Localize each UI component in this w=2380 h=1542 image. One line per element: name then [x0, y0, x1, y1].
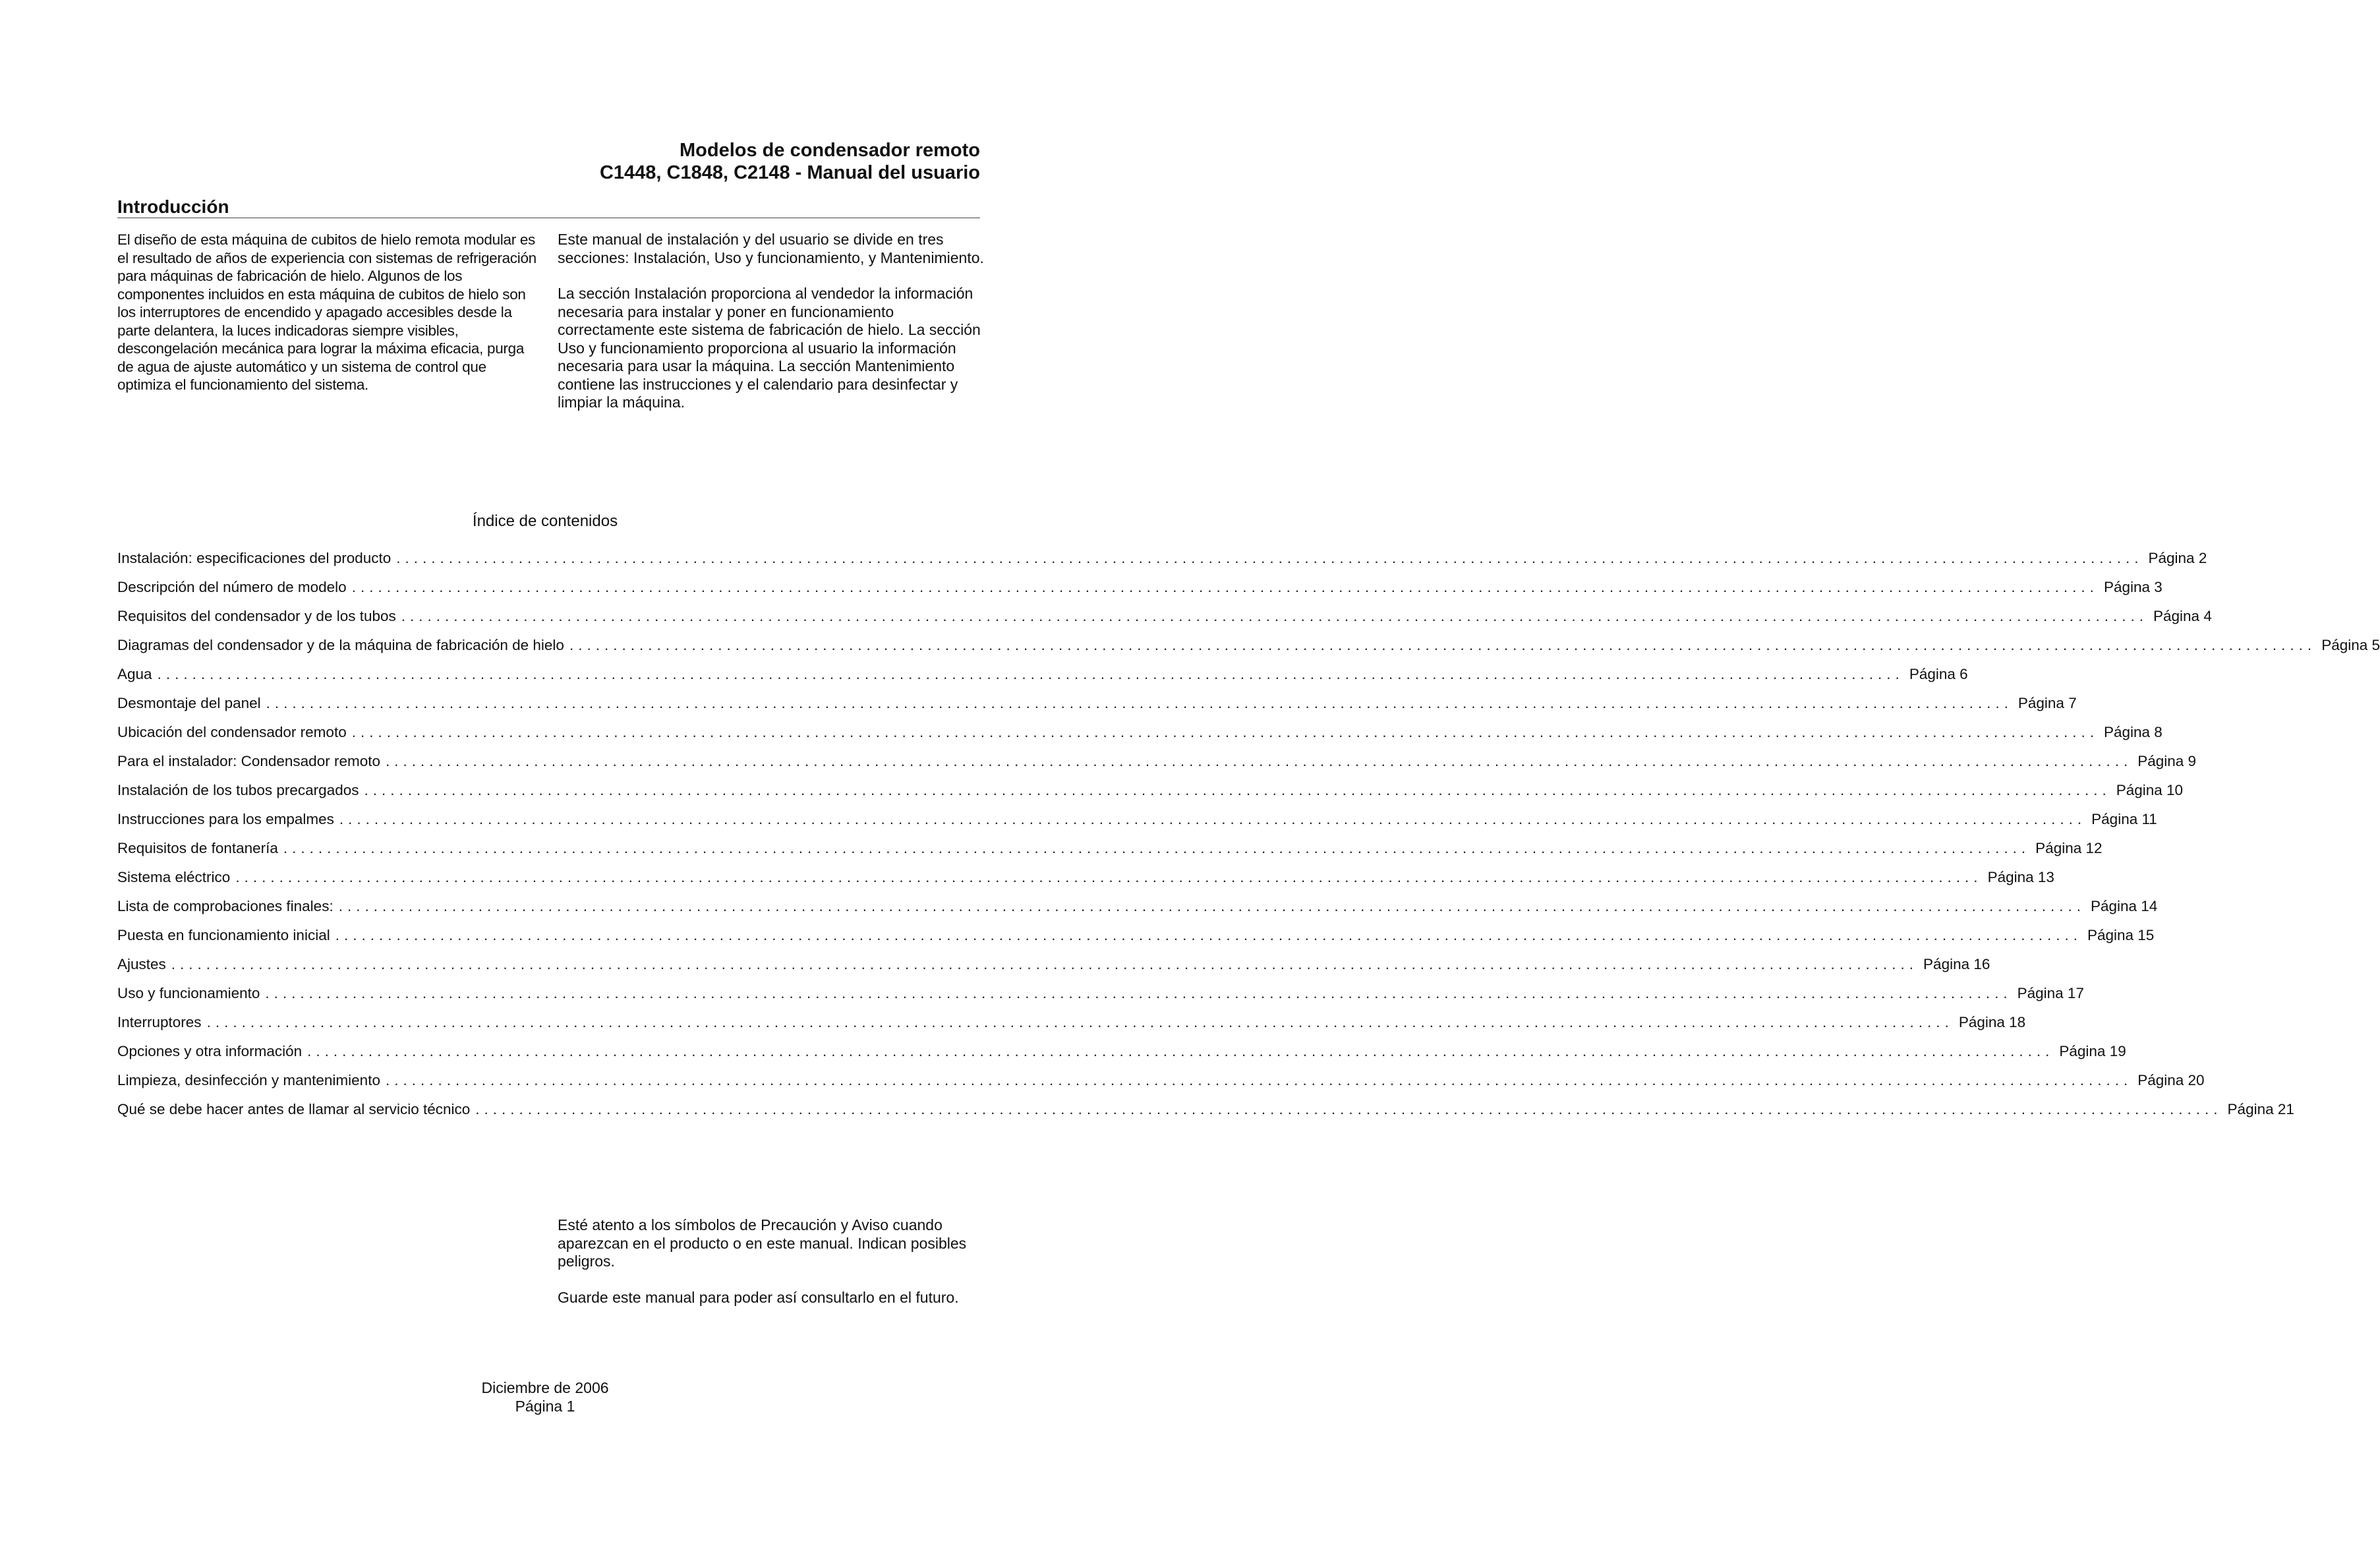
toc-entry-label: Interruptores [117, 1014, 202, 1030]
page-footer [0, 1379, 1090, 1415]
toc-leader-dots: ........................................................................................................................................................................................................ [307, 1043, 2054, 1059]
document-header [600, 139, 980, 184]
toc-entry-label: Instrucciones para los empalmes [117, 811, 334, 827]
toc-entry-page: Página 6 [1909, 666, 1968, 682]
toc-leader-dots: ........................................................................................................................................................................................................ [364, 782, 2111, 798]
toc-entry [117, 927, 2155, 956]
toc-entry-label: Qué se debe hacer antes de llamar al servicio técnico [117, 1101, 471, 1117]
notice-keep-manual-text: Guarde este manual para poder así consultarlo en el futuro. [558, 1288, 959, 1306]
toc-entry [117, 782, 2184, 811]
toc-leader-dots: ........................................................................................................................................................................................................ [339, 811, 2087, 827]
toc-entry-page: Página 11 [2091, 811, 2157, 827]
toc-entry-page: Página 10 [2116, 782, 2184, 798]
header-title-line1: Modelos de condensador remoto [680, 140, 980, 161]
toc-entry-page: Página 19 [2059, 1043, 2126, 1059]
toc-leader-dots: ........................................................................................................................................................................................................ [338, 898, 2085, 914]
intro-left-column: El diseño de esta máquina de cubitos de hielo remota modular es el resultado de años de experiencia con sistemas de refrigeración para máquinas de fabricación de hielo. Algunos de los componentes incluidos en esta máquina de cubitos de hielo son los interruptores de encendido y apagado accesibles desde la parte delantera, la luces indicadoras siempre visibles, descongelación mecánica para lograr la máxima eficacia, purga de agua de ajuste automático y un sistema de control que optimiza el funcionamiento del sistema. [117, 231, 537, 393]
toc-entry [117, 956, 1990, 985]
toc-entry-label: Lista de comprobaciones finales: [117, 898, 334, 914]
toc-entry-page: Página 15 [2087, 927, 2155, 943]
toc-entry-page: Página 18 [1958, 1014, 2026, 1030]
intro-heading: Introducción [117, 196, 229, 217]
toc-leader-dots: ........................................................................................................................................................................................................ [351, 724, 2099, 740]
toc-leader-dots: ........................................................................................................................................................................................................ [206, 1014, 1954, 1030]
intro-paragraph-details: La sección Instalación proporciona al vendedor la información necesaria para instalar y poner en funcionamiento correctamente este sistema de fabricación de hielo. La sección Uso y funcionamiento proporciona al usuario la información necesaria para usar la máquina. La sección Mantenimiento contiene las instrucciones y el calendario para desinfectar y limpiar la máquina. [558, 285, 981, 411]
toc-leader-dots: ........................................................................................................................................................................................................ [401, 608, 2149, 624]
toc-leader-dots: ........................................................................................................................................................................................................ [385, 1072, 2133, 1088]
toc-leader-dots: ........................................................................................................................................................................................................ [569, 637, 2317, 653]
toc-entry-page: Página 5 [2321, 637, 2380, 653]
toc-entry-label: Instalación: especificaciones del producto [117, 550, 392, 566]
toc-entry-label: Ajustes [117, 956, 166, 972]
intro-paragraph-sections: Este manual de instalación y del usuario se divide en tres secciones: Instalación, Uso y funcionamiento, y Mantenimiento. [558, 231, 984, 266]
footer-date: Diciembre de 2006 [481, 1379, 609, 1396]
toc-entry [117, 898, 2158, 927]
toc-entry-label: Requisitos del condensador y de los tubos [117, 608, 396, 624]
toc-entry-page: Página 9 [2137, 753, 2197, 769]
toc-leader-dots: ........................................................................................................................................................................................................ [351, 579, 2099, 595]
intro-right-column [558, 231, 986, 430]
toc-entry-label: Diagramas del condensador y de la máquina de fabricación de hielo [117, 637, 564, 653]
toc-entry [117, 666, 1968, 695]
toc-entry [117, 637, 2380, 666]
toc-leader-dots: ........................................................................................................................................................................................................ [475, 1101, 2222, 1117]
toc-entry-page: Página 16 [1923, 956, 1990, 972]
toc-entry-label: Desmontaje del panel [117, 695, 261, 711]
toc-entry-label: Opciones y otra información [117, 1043, 303, 1059]
toc-entry-page: Página 13 [1987, 869, 2054, 885]
toc-entry-label: Instalación de los tubos precargados [117, 782, 359, 798]
toc-entry-page: Página 8 [2103, 724, 2162, 740]
toc-entry-label: Ubicación del condensador remoto [117, 724, 347, 740]
toc-leader-dots: ........................................................................................................................................................................................................ [171, 956, 1919, 972]
toc-entry [117, 695, 2077, 724]
toc-entry-label: Requisitos de fontanería [117, 840, 278, 856]
toc-entry [117, 1043, 2126, 1072]
notice-symbols-text: Esté atento a los símbolos de Precaución y Aviso cuando aparezcan en el producto o en este manual. Indican posibles peligros. [558, 1216, 967, 1270]
toc-entry-label: Descripción del número de modelo [117, 579, 347, 595]
toc-entry [117, 869, 2054, 898]
toc-entry-label: Agua [117, 666, 152, 682]
toc-entry [117, 579, 2162, 608]
toc-leader-dots: ........................................................................................................................................................................................................ [265, 985, 2012, 1001]
toc-entry [117, 753, 2197, 782]
toc-entry [117, 724, 2162, 753]
toc-entry-page: Página 2 [2148, 550, 2207, 566]
warning-notice [558, 1216, 986, 1324]
toc-entry [117, 1072, 2205, 1101]
toc-entry-page: Página 7 [2017, 695, 2077, 711]
toc-entry [117, 1101, 2294, 1130]
toc-title: Índice de contenidos [472, 512, 618, 530]
toc-entry [117, 840, 2103, 869]
toc-entry [117, 608, 2212, 637]
toc-entry-page: Página 4 [2153, 608, 2212, 624]
toc-leader-dots: ........................................................................................................................................................................................................ [335, 927, 2082, 943]
toc-entry-page: Página 3 [2103, 579, 2162, 595]
toc-entry-label: Puesta en funcionamiento inicial [117, 927, 330, 943]
toc-leader-dots: ........................................................................................................................................................................................................ [235, 869, 1983, 885]
toc-leader-dots: ........................................................................................................................................................................................................ [157, 666, 1904, 682]
toc-leader-dots: ........................................................................................................................................................................................................ [385, 753, 2133, 769]
toc-entry-page: Página 21 [2227, 1101, 2294, 1117]
toc-entry-label: Limpieza, desinfección y mantenimiento [117, 1072, 380, 1088]
toc-leader-dots: ........................................................................................................................................................................................................ [266, 695, 2013, 711]
toc-entry-page: Página 14 [2090, 898, 2158, 914]
toc-leader-dots: ........................................................................................................................................................................................................ [396, 550, 2143, 566]
toc-entry [117, 550, 2207, 579]
toc-entry-page: Página 17 [2017, 985, 2084, 1001]
toc-entry [117, 811, 2157, 840]
toc-entry-page: Página 12 [2035, 840, 2103, 856]
toc-entry-label: Uso y funcionamiento [117, 985, 260, 1001]
toc-entry-label: Sistema eléctrico [117, 869, 231, 885]
toc-entry [117, 985, 2084, 1014]
header-title-line2: C1448, C1848, C2148 - Manual del usuario [599, 162, 980, 183]
footer-page-number: Página 1 [515, 1398, 575, 1415]
toc-entry [117, 1014, 2026, 1043]
toc-entry-label: Para el instalador: Condensador remoto [117, 753, 380, 769]
toc-leader-dots: ........................................................................................................................................................................................................ [283, 840, 2031, 856]
table-of-contents [117, 550, 2380, 1130]
toc-entry-page: Página 20 [2137, 1072, 2205, 1088]
